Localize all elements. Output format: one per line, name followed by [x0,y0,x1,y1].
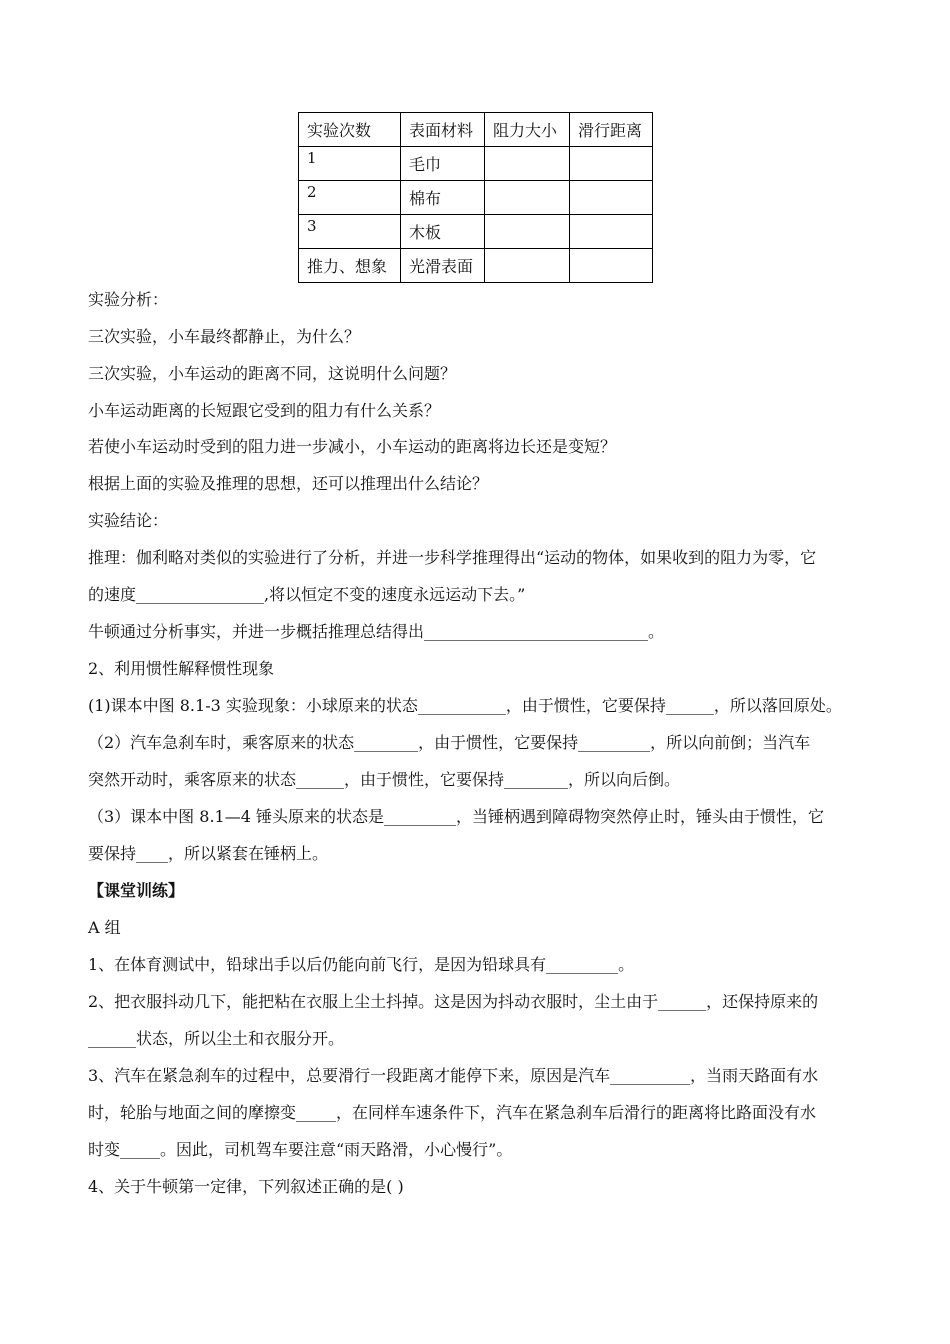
table-cell [570,215,653,249]
table-cell: 推力、想象 [299,249,401,283]
text-line: 要保持____，所以紧套在锤柄上。 [88,844,329,863]
table-header-cell: 表面材料 [401,113,485,147]
section-label: 实验分析： [88,290,169,309]
table-cell: 毛巾 [401,147,485,181]
table-cell: 1 [299,147,401,181]
exercise-line: ______状态，所以尘土和衣服分开。 [88,1029,345,1048]
text-line: 突然开动时，乘客原来的状态______，由于惯性，它要保持________，所以向后倒。 [88,770,681,789]
table-cell [570,181,653,215]
table-row [299,249,653,283]
question-line: 小车运动距离的长短跟它受到的阻力有什么关系？ [88,401,441,420]
table-row [299,215,653,249]
table-row [299,181,653,215]
question-line: 三次实验，小车最终都静止，为什么？ [88,327,361,346]
table-header-cell: 实验次数 [299,113,401,147]
table-cell [485,147,570,181]
table-cell: 棉布 [401,181,485,215]
table-cell: 3 [299,215,401,249]
text-line: （3）课本中图 8.1—4 锤头原来的状态是_________，当锤柄遇到障碍物突然停止时，锤头由于惯性，它 [88,807,824,826]
table-cell [570,147,653,181]
exercise-line: 1、在体育测试中，铅球出手以后仍能向前飞行，是因为铅球具有_________。 [88,955,635,974]
table-cell: 2 [299,181,401,215]
question-line: 若使小车运动时受到的阻力进一步减小，小车运动的距离将边长还是变短？ [88,437,617,456]
table-cell: 木板 [401,215,485,249]
table-cell: 光滑表面 [401,249,485,283]
text-line: 的速度________________,将以恒定不变的速度永远运动下去。” [88,585,526,604]
text-line: （2）汽车急刹车时，乘客原来的状态________，由于惯性，它要保持_________，所以向前倒；当汽车 [88,733,811,752]
table-header-cell: 滑行距离 [570,113,653,147]
question-line: 根据上面的实验及推理的思想，还可以推理出什么结论？ [88,474,489,493]
text-line: (1)课本中图 8.1-3 实验现象：小球原来的状态___________，由于惯性，它要保持______，所以落回原处。 [88,696,842,715]
exercise-line: 3、汽车在紧急刹车的过程中，总要滑行一段距离才能停下来，原因是汽车__________，当雨天路面有水 [88,1066,819,1085]
table-header-row [299,113,653,147]
exercise-line: 2、把衣服抖动几下，能把粘在衣服上尘土抖掉。这是因为抖动衣服时，尘土由于______，还保持原来的 [88,992,819,1011]
table-cell [485,249,570,283]
question-line: 三次实验，小车运动的距离不同，这说明什么问题？ [88,364,457,383]
exercise-line: 4、关于牛顿第一定律，下列叙述正确的是( ) [88,1177,404,1196]
exercise-line: 时，轮胎与地面之间的摩擦变_____，在同样车速条件下，汽车在紧急刹车后滑行的距离将比路面没有水 [88,1103,817,1122]
table-header-cell: 阻力大小 [485,113,570,147]
table-cell [485,181,570,215]
section-heading: 【课堂训练】 [88,881,185,900]
text-line: 牛顿通过分析事实，并进一步概括推理总结得出____________________________。 [88,622,665,641]
section-heading: 2、利用惯性解释惯性现象 [88,659,275,678]
exercise-line: 时变_____。因此，司机驾车要注意“雨天路滑，小心慢行”。 [88,1140,513,1159]
section-label: 实验结论： [88,511,169,530]
text-line: 推理：伽利略对类似的实验进行了分析，并进一步科学推理得出“运动的物体，如果收到的阻力为零，它 [88,548,817,567]
experiment-table [298,112,653,283]
table-cell [570,249,653,283]
group-label: A 组 [88,918,121,937]
table-cell [485,215,570,249]
table-row [299,147,653,181]
